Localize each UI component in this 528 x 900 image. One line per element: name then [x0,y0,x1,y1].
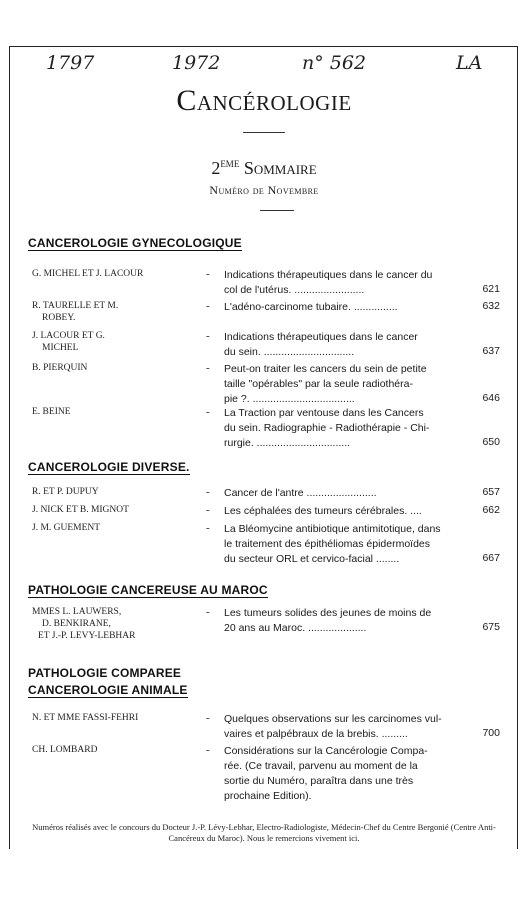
sommaire-sup: EME [220,159,240,169]
author-line: ROBEY. [42,313,76,323]
entry-line: Quelques observations sur les carcinomes vul- [224,713,442,725]
author-line: J. NICK ET B. MIGNOT [32,505,129,515]
entry-dash: - [206,744,210,756]
section-heading [28,683,188,697]
entry-author [32,268,197,280]
entry-title [224,504,462,519]
entry-line: Peut-on traiter les cancers du sein de petite [224,363,427,375]
entry-page: 662 [482,504,500,516]
entry-author [32,712,197,724]
journal-title: Cancérologie [176,84,352,117]
author-line: R. ET P. DUPUY [32,487,99,497]
sommaire-heading [0,158,528,179]
entry-dash: - [206,522,210,534]
handwritten-number: 1797 [46,52,95,74]
entry-line: vaires et palpébraux de la brebis. ......... [224,728,408,740]
entry-line: taille "opérables" par la seule radiothéra- [224,378,413,390]
entry-line: pie ?. ................................... [224,393,355,405]
entry-title [224,522,462,567]
entry-page: 700 [482,727,500,739]
entry-author [32,330,197,354]
entry-dash: - [206,406,210,418]
entry-author [32,406,197,418]
section-title: CANCEROLOGIE GYNECOLOGIQUE [28,236,242,250]
entry-line: le traitement des épithéliomas épidermoïdes [224,538,431,550]
entry-page: 667 [482,552,500,564]
subtitle-rule [260,210,294,211]
entry-title [224,606,462,636]
entry-author [32,744,197,756]
section-heading [28,583,268,597]
entry-line: Considérations sur la Cancérologie Compa- [224,745,428,757]
entry-title [224,362,462,407]
entry-dash: - [206,504,210,516]
entry-title [224,712,462,742]
entry-title [224,268,462,298]
author-line: ET J.-P. LEVY-LEBHAR [38,631,136,641]
entry-page: 621 [482,283,500,295]
author-line: MICHEL [42,343,79,353]
entry-page: 657 [482,486,500,498]
entry-author [32,504,197,516]
entry-title [224,744,462,804]
entry-line: du secteur ORL et cervico-facial ........ [224,553,400,565]
entry-author [32,300,197,324]
author-line: J. LACOUR ET G. [32,331,105,341]
section-title: CANCEROLOGIE DIVERSE. [28,460,190,474]
author-line: MMES L. LAUWERS, [32,607,122,617]
entry-title [224,300,462,315]
entry-line: La Bléomycine antibiotique antimitotique, dans [224,523,441,535]
entry-title [224,406,462,451]
section-heading [28,666,181,680]
entry-line: rée. (Ce travail, parvenu au moment de la [224,760,418,772]
entry-page: 675 [482,621,500,633]
entry-line: prochaine Edition). [224,790,312,802]
entry-line: 20 ans au Maroc. .................... [224,622,367,634]
entry-page: 637 [482,345,500,357]
entry-line: Indications thérapeutiques dans le cancer [224,331,418,343]
handwritten-initials: LA [456,52,483,74]
entry-dash: - [206,712,210,724]
entry-author [32,522,197,534]
entry-dash: - [206,300,210,312]
entry-dash: - [206,268,210,280]
section-heading [28,236,242,250]
author-line: E. BEINE [32,407,71,417]
handwritten-issue: n° 562 [302,52,367,74]
author-line: R. TAURELLE ET M. [32,301,119,311]
footer-note: Numéros réalisés avec le concours du Docteur J.-P. Lévy-Lebhar, Electro-Radiologiste, Médecin-Chef du Centre Bergonié (Centre Anti-Cancéreux du Maroc). Nous le remercions vivement ici. [32,822,496,843]
entry-page: 650 [482,436,500,448]
entry-line: L'adéno-carcinome tubaire. ............... [224,301,398,313]
numero-subtitle: Numéro de Novembre [209,183,319,197]
entry-line: Les céphalées des tumeurs cérébrales. .... [224,505,422,517]
entry-dash: - [206,330,210,342]
entry-line: La Traction par ventouse dans les Cancers [224,407,424,419]
entry-line: Les tumeurs solides des jeunes de moins de [224,607,432,619]
handwritten-year: 1972 [172,52,221,74]
author-line: CH. LOMBARD [32,745,98,755]
section-title: PATHOLOGIE COMPAREE [28,666,182,680]
entry-line: du sein. ............................... [224,346,355,358]
author-line: B. PIERQUIN [32,363,88,373]
section-heading [28,460,190,474]
author-line: J. M. GUEMENT [32,523,101,533]
author-line: N. ET MME FASSI-FEHRI [32,713,139,723]
title-rule [243,132,285,133]
entry-dash: - [206,606,210,618]
entry-line: sortie du Numéro, paraîtra dans une très [224,775,414,787]
entry-author [32,606,197,642]
section-title: PATHOLOGIE CANCEREUSE AU MAROC [28,583,268,597]
entry-dash: - [206,362,210,374]
section-title: CANCEROLOGIE ANIMALE [28,683,188,697]
entry-author [32,486,197,498]
entry-line: du sein. Radiographie - Radiothérapie - Chi- [224,422,430,434]
sommaire-number: 2 [211,158,221,178]
entry-title [224,330,462,360]
entry-line: Indications thérapeutiques dans le cancer du [224,269,433,281]
author-line: D. BENKIRANE, [42,619,111,629]
entry-line: Cancer de l'antre ........................ [224,487,377,499]
entry-page: 632 [482,300,500,312]
entry-line: col de l'utérus. ........................ [224,284,365,296]
entry-author [32,362,197,374]
entry-line: rurgie. ................................ [224,437,351,449]
entry-dash: - [206,486,210,498]
entry-title [224,486,462,501]
entry-page: 646 [482,392,500,404]
author-line: G. MICHEL ET J. LACOUR [32,269,144,279]
sommaire-word: Sommaire [243,158,317,178]
